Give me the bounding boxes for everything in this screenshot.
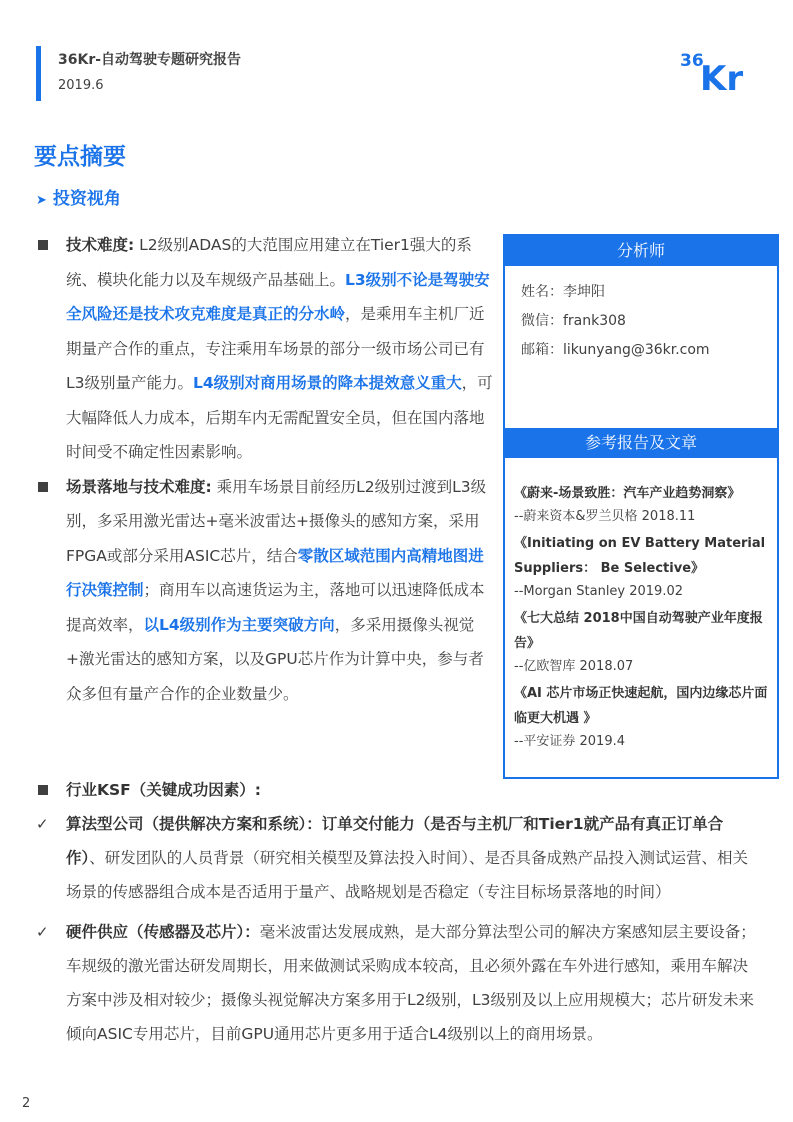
ksf-heading: 硬件供应（传感器及芯片）： (66, 923, 260, 941)
bullet-text: ，是乘用车主机厂近期量产合作的重点，专注乘用车场景的部分一级市场公司已有L3级别量产能力。 (66, 305, 485, 392)
bullet-text: L2级别ADAS的大范围应用建立在Tier1强大的系统、模块化能力以及车规级产品基础上。 (66, 236, 472, 289)
ksf-section (36, 773, 761, 1051)
reference-title: 《Initiating on EV Battery Material Suppliers： Be Selective》 (514, 536, 766, 576)
svg-text:Kr: Kr (700, 59, 744, 94)
arrow-icon: ➤ (36, 193, 47, 208)
reference-source: --平安证券 2019.4 (514, 734, 626, 749)
analyst-info (505, 266, 777, 365)
reference-source: --Morgan Stanley 2019.02 (514, 584, 684, 599)
square-bullet-icon (38, 240, 48, 250)
square-bullet-icon (38, 785, 48, 795)
bullet-text: 乘用车场景目前经历L2级别过渡到L3级别，多采用激光雷达+毫米波雷达+摄像头的感知方案，采用FPGA或部分采用ASIC芯片，结合 (66, 477, 487, 565)
reference-title: 《七大总结 2018中国自动驾驶产业年度报告》 (514, 611, 763, 651)
highlight-text: L3级别不论是驾驶安全风险还是技术攻克难度是真正的分水岭 (66, 270, 490, 323)
svg-text:36: 36 (680, 51, 704, 71)
references-list (505, 481, 777, 756)
bullet-text: ，多采用摄像头视觉+激光雷达的感知方案，以及GPU芯片作为计算中央，参与者众多但有量产合作的企业数量少。 (66, 615, 484, 703)
square-bullet-icon (38, 482, 48, 492)
highlight-text: 零散区域范围内高精地图进行决策控制 (66, 546, 484, 599)
checkmark-icon: ✓ (36, 815, 49, 833)
36kr-logo (678, 44, 768, 94)
reference-source: --亿欧智库 2018.07 (514, 659, 634, 674)
sidebar-panel (503, 234, 779, 779)
bullet-heading: 行业KSF（关键成功因素）: (66, 781, 261, 799)
key-points (36, 228, 496, 711)
bullet-heading: 场景落地与技术难度: (66, 477, 212, 496)
reference-title: 《AI 芯片市场正快速起航，国内边缘芯片面临更大机遇 》 (514, 686, 768, 726)
bullet-tech-difficulty (36, 228, 496, 470)
bullet-scenario (36, 470, 496, 712)
ksf-heading: 算法型公司（提供解决方案和系统）：订单交付能力（是否与主机厂和Tier1就产品有真正订单合作） (66, 815, 724, 867)
ksf-algorithm-companies (36, 807, 761, 909)
highlight-text: L4级别对商用场景的降本提效意义重大 (193, 374, 462, 392)
reference-title: 《蔚来-场景致胜：汽车产业趋势洞察》 (514, 486, 741, 501)
bullet-heading: 技术难度: (66, 236, 135, 254)
checkmark-icon: ✓ (36, 923, 49, 941)
page-number: 2 (22, 1096, 31, 1111)
analyst-header: 分析师 (505, 236, 777, 266)
bullet-text: ，可大幅降低人力成本，后期车内无需配置安全员，但在国内落地时间受不确定性因素影响。 (66, 374, 493, 461)
section-title: 要点摘要 (34, 144, 126, 170)
section-subtitle: ➤ 投资视角 (36, 189, 121, 209)
report-date: 2019.6 (58, 78, 104, 93)
references-header: 参考报告及文章 (505, 428, 777, 458)
analyst-wechat: 微信：frank308 (521, 313, 626, 329)
header-bar (36, 46, 41, 101)
report-title: 36Kr-自动驾驶专题研究报告 (58, 52, 242, 68)
bullet-text: ；商用车以高速货运为主，落地可以迅速降低成本提高效率， (66, 581, 485, 634)
ksf-text: 、研发团队的人员背景（研究相关模型及算法投入时间）、是否具备成熟产品投入测试运营、相关场景的传感器组合成本是否适用于量产、战略规划是否稳定（专注目标场景落地的时间） (66, 849, 749, 901)
ksf-hardware-supply (36, 915, 761, 1051)
highlight-text: 以L4级别作为主要突破方向 (143, 615, 335, 634)
ksf-text: 毫米波雷达发展成熟，是大部分算法型公司的解决方案感知层主要设备；车规级的激光雷达研发周期长，用来做测试采购成本较高，且必须外露在车外进行感知，乘用车解决方案中涉及相对较少；摄像头视觉解决方案多用于L2级别，L3级别及以上应用规模大；芯片研发未来倾向ASIC专用芯片，目前GPU通用芯片更多用于适合L4级别以上的商用场景。 (66, 923, 756, 1043)
analyst-name: 姓名：李坤阳 (521, 284, 605, 300)
reference-source: --蔚来资本&罗兰贝格 2018.11 (514, 509, 696, 524)
analyst-email: 邮箱：likunyang@36kr.com (521, 342, 710, 358)
